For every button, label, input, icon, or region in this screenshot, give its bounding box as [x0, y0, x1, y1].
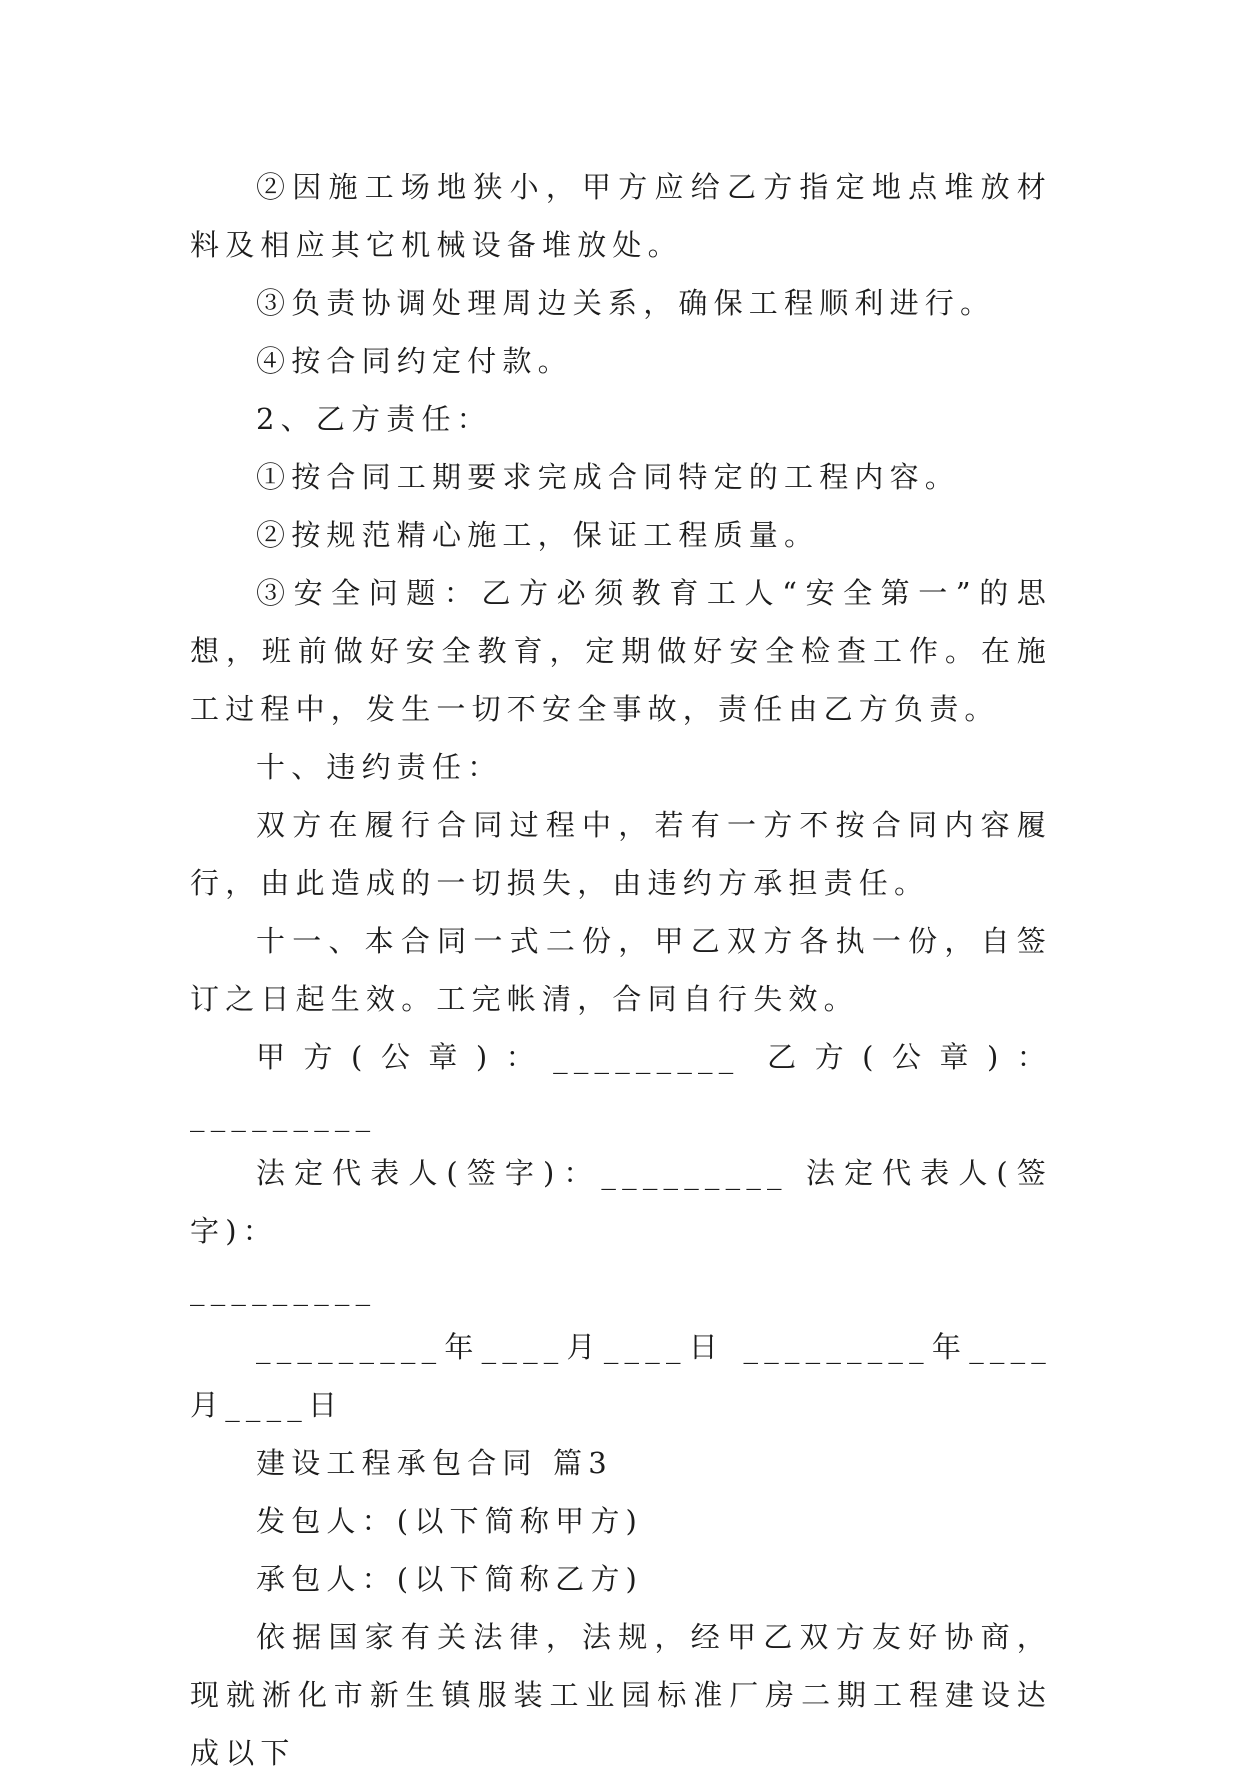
heading-party-b-responsibility: 2、乙方责任： [256, 402, 492, 436]
paragraph-basis: 依据国家有关法律，法规，经甲乙双方友好协商，现就淅化市新生镇服装工业园标准厂房二期工程建设达成以下 [190, 1620, 1052, 1770]
paragraph-quality: ②按规范精心施工，保证工程质量。 [256, 518, 820, 552]
signature-representative-line: 法定代表人(签字)：_________ 法定代表人(签字)： [190, 1156, 1052, 1248]
signature-seal-line: 甲方(公章)：_________ 乙方(公章)：_________ [190, 1040, 1052, 1132]
paragraph-safety: ③安全问题：乙方必须教育工人“安全第一”的思想，班前做好安全教育，定期做好安全检查工作。在施工过程中，发生一切不安全事故，责任由乙方负责。 [190, 576, 1052, 726]
paragraph-employer: 发包人：(以下简称甲方) [256, 1504, 644, 1538]
document-body [190, 158, 1052, 1782]
paragraph-payment: ④按合同约定付款。 [256, 344, 573, 378]
paragraph-coordinate-relations: ③负责协调处理周边关系，确保工程顺利进行。 [256, 286, 996, 320]
heading-breach-liability: 十、违约责任： [256, 750, 503, 784]
paragraph-copies-validity: 十一、本合同一式二份，甲乙双方各执一份，自签订之日起生效。工完帐清，合同自行失效。 [190, 924, 1052, 1016]
signature-blank-line: _________ [190, 1272, 377, 1306]
section-title: 建设工程承包合同 篇3 [256, 1446, 613, 1480]
paragraph-schedule: ①按合同工期要求完成合同特定的工程内容。 [256, 460, 961, 494]
paragraph-site-storage: ②因施工场地狭小，甲方应给乙方指定地点堆放材料及相应其它机械设备堆放处。 [190, 170, 1052, 262]
paragraph-contractor: 承包人：(以下简称乙方) [256, 1562, 644, 1596]
signature-date-line: _________年____月____日 _________年____月____日 [190, 1330, 1052, 1422]
paragraph-breach: 双方在履行合同过程中，若有一方不按合同内容履行，由此造成的一切损失，由违约方承担责任。 [190, 808, 1052, 900]
